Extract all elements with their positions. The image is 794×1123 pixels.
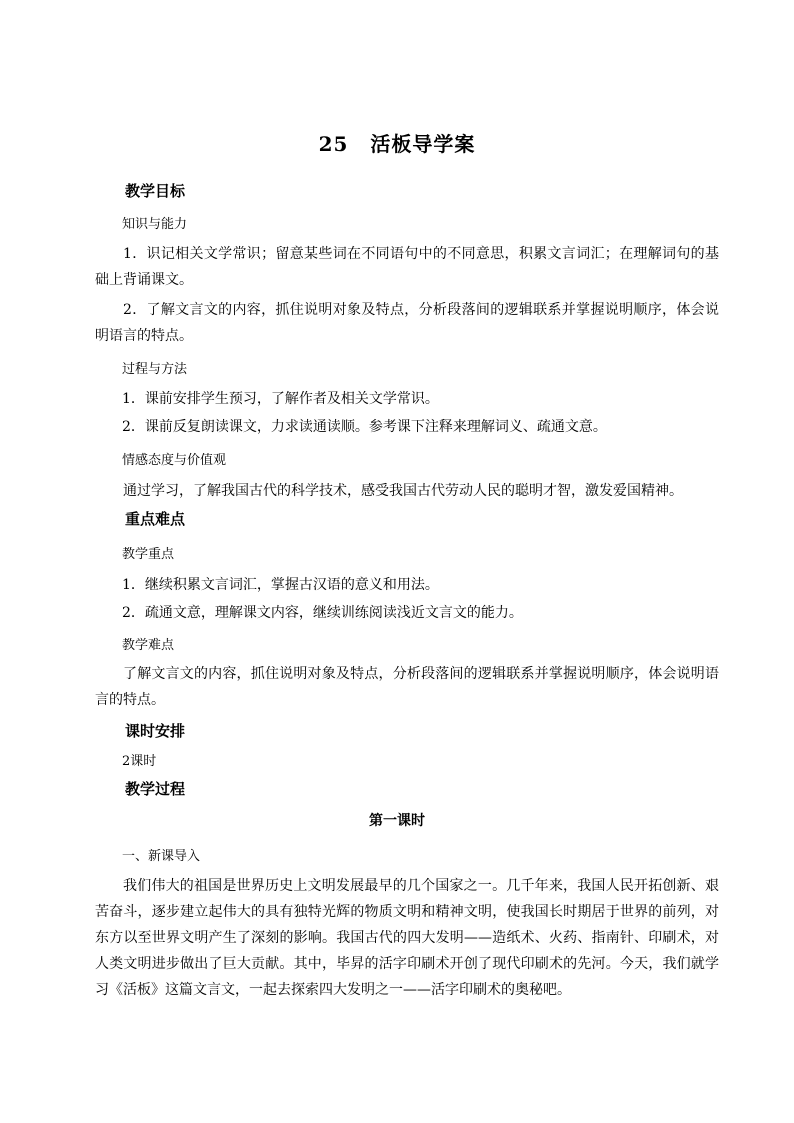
knowledge-heading: 知识与能力 [122, 217, 188, 232]
difficulty-text: 了解文言文的内容，抓住说明对象及特点，分析段落间的逻辑联系并掌握说明顺序，体会说明语言的特点。 [95, 666, 719, 708]
knowledge-item-2: 2．了解文言文的内容，抓住说明对象及特点，分析段落间的逻辑联系并掌握说明顺序，体会说明语言的特点。 [95, 302, 719, 344]
emotion-heading: 情感态度与价值观 [122, 453, 227, 468]
intro-heading: 一、新课导入 [122, 849, 201, 864]
focus-heading: 教学重点 [122, 547, 175, 562]
process-heading: 教学过程 [125, 780, 186, 798]
lesson-title: 活板导学案 [370, 132, 476, 156]
process-method-item-2: 2．课前反复朗读课文，力求读通读顺。参考课下注释来理解词义、疏通文意。 [122, 419, 607, 435]
process-method-item-1: 1．课前安排学生预习，了解作者及相关文学常识。 [122, 391, 439, 407]
goals-heading: 教学目标 [125, 182, 186, 200]
keypoints-heading: 重点难点 [125, 510, 186, 528]
emotion-text: 通过学习，了解我国古代的科学技术，感受我国古代劳动人民的聪明才智，激发爱国精神。 [123, 483, 683, 499]
lesson-number: 25 [318, 132, 349, 156]
schedule-text: 2课时 [122, 754, 157, 769]
focus-item-2: 2．疏通文意，理解课文内容，继续训练阅读浅近文言文的能力。 [122, 605, 523, 621]
intro-text: 我们伟大的祖国是世界历史上文明发展最早的几个国家之一。几千年来，我国人民开拓创新、艰苦奋斗，逐步建立起伟大的具有独特光辉的物质文明和精神文明，使我国长时期居于世界的前列，对东方以至世界文明产生了深刻的影响。我国古代的四大发明——造纸术、火药、指南针、印刷术，对人类文明进步做出了巨大贡献。其中，毕昇的活字印刷术开创了现代印刷术的先河。今天，我们就学习《活板》这篇文言文，一起去探索四大发明之一——活字印刷术的奥秘吧。 [95, 878, 719, 998]
lesson-subtitle: 第一课时 [369, 813, 425, 829]
process-method-heading: 过程与方法 [122, 362, 188, 377]
focus-item-1: 1．继续积累文言词汇，掌握古汉语的意义和用法。 [122, 577, 439, 593]
schedule-heading: 课时安排 [125, 722, 186, 740]
page-title [0, 128, 794, 157]
knowledge-item-1: 1．识记相关文学常识；留意某些词在不同语句中的不同意思，积累文言词汇；在理解词句的基础上背诵课文。 [95, 246, 719, 288]
difficulty-heading: 教学难点 [122, 638, 175, 653]
